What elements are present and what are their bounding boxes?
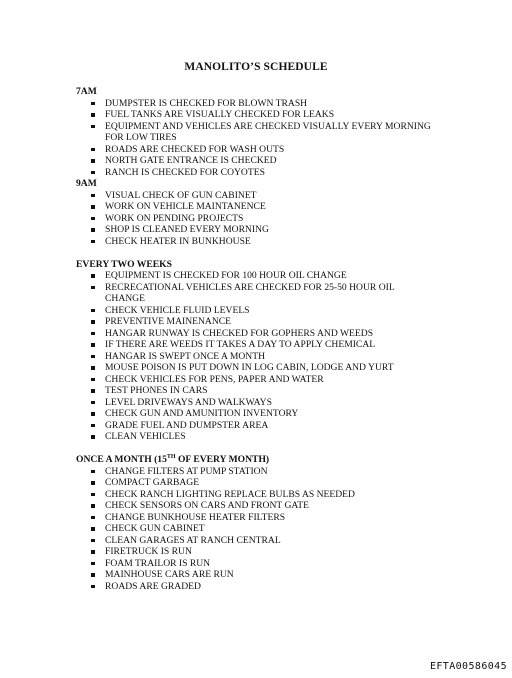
list-item-text: GRADE FUEL AND DUMPSTER AREA [105,419,269,431]
bullet-icon [91,562,95,566]
list-item [76,500,436,512]
section-spacer [76,443,436,455]
bullet-icon [91,527,95,531]
bullet-icon [91,550,95,554]
section-heading-7am: 7AM [76,86,97,97]
list-item [76,190,436,202]
list-item [76,523,436,535]
list-item [76,466,436,478]
list-item [76,305,436,317]
list-item-text: COMPACT GARBAGE [105,477,200,488]
list-item-text: HANGAR RUNWAY IS CHECKED FOR GOPHERS AND WEEDS [105,327,374,339]
list-item-text: TEST PHONES IN CARS [105,385,208,396]
list-item-text: PREVENTIVE MAINENANCE [105,316,232,327]
list-item-text: EQUIPMENT AND VEHICLES ARE CHECKED VISUALLY EVERY MORNING FOR LOW TIRES [105,120,431,143]
list-item [76,397,436,409]
list-item-text: MOUSE POISON IS PUT DOWN IN LOG CABIN, LODGE AND YURT [105,362,394,373]
bullet-icon [91,516,95,520]
list-item-text: CHECK RANCH LIGHTING REPLACE BULBS AS NEEDED [105,488,355,500]
document-id: EFTA00586045 [429,661,507,672]
list-item [76,581,436,593]
bullet-icon [91,424,95,428]
list-item [76,213,436,225]
list-item [76,339,436,351]
list-item [76,144,436,156]
bullet-icon [91,481,95,485]
section-heading-once-a-month [76,454,436,466]
bullet-icon [91,320,95,324]
list-item-text: CHANGE BUNKHOUSE HEATER FILTERS [105,511,286,523]
list-once-a-month [76,466,436,593]
list-item-text: NORTH GATE ENTRANCE IS CHECKED [105,155,277,166]
list-item-text: CLEAN GARAGES AT RANCH CENTRAL [105,534,281,546]
section-heading-every-two-weeks: EVERY TWO WEEKS [76,258,172,270]
list-item-text: WORK ON PENDING PROJECTS [105,212,244,224]
heading-superscript: TH [166,453,176,460]
bullet-icon [91,159,95,163]
bullet-icon [91,171,95,175]
bullet-icon [91,332,95,336]
list-item-text: RANCH IS CHECKED FOR COYOTES [105,166,265,178]
list-item [76,535,436,547]
list-item-text: CHECK SENSORS ON CARS AND FRONT GATE [105,500,309,511]
bullet-icon [91,389,95,393]
bullet-icon [91,228,95,232]
list-item-text: MAINHOUSE CARS ARE RUN [105,569,234,580]
list-item [76,477,436,489]
bullet-icon [91,573,95,577]
bullet-icon [91,309,95,313]
list-item-text: HANGAR IS SWEPT ONCE A MONTH [105,350,265,362]
list-item [76,328,436,340]
list-item [76,546,436,558]
bullet-icon [91,113,95,117]
list-item [76,489,436,501]
bullet-icon [91,401,95,405]
bullet-icon [91,355,95,359]
bullet-icon [91,504,95,508]
list-item [76,109,436,121]
list-item-text: EQUIPMENT IS CHECKED FOR 100 HOUR OIL CHANGE [105,270,347,281]
page-title: MANOLITO’S SCHEDULE [184,61,328,73]
list-item [76,98,436,110]
list-item [76,558,436,570]
list-item-text: FUEL TANKS ARE VISUALLY CHECKED FOR LEAKS [105,109,335,120]
list-item [76,155,436,167]
bullet-icon [91,125,95,129]
list-item-text: LEVEL DRIVEWAYS AND WALKWAYS [105,396,272,408]
list-7am [76,98,436,179]
list-item-text: CHECK GUN AND AMUNITION INVENTORY [105,408,299,419]
heading-text: ONCE A MONTH (15 [76,454,167,465]
list-item [76,121,436,144]
bullet-icon [91,412,95,416]
list-9am [76,190,436,248]
list-item [76,569,436,581]
list-item [76,431,436,443]
list-item [76,420,436,432]
list-item-text: CHECK VEHICLE FLUID LEVELS [105,304,250,316]
list-item [76,201,436,213]
heading-text: OF EVERY MONTH) [175,454,270,465]
list-item [76,385,436,397]
list-item-text: IF THERE ARE WEEDS IT TAKES A DAY TO APPLY CHEMICAL [105,339,376,350]
list-item-text: CHECK HEATER IN BUNKHOUSE [105,235,251,247]
bullet-icon [91,493,95,497]
list-item [76,224,436,236]
schedule-content [76,86,436,592]
bullet-icon [91,217,95,221]
bullet-icon [91,286,95,290]
bullet-icon [91,205,95,209]
list-item [76,316,436,328]
bullet-icon [91,343,95,347]
list-item [76,351,436,363]
list-item-text: CHECK GUN CABINET [105,523,205,534]
bullet-icon [91,366,95,370]
bullet-icon [91,102,95,106]
bullet-icon [91,435,95,439]
list-item [76,282,436,305]
list-item-text: DUMPSTER IS CHECKED FOR BLOWN TRASH [105,97,308,109]
list-item [76,236,436,248]
list-item-text: ROADS ARE CHECKED FOR WASH OUTS [105,143,285,155]
list-item [76,362,436,374]
list-item [76,167,436,179]
list-item [76,270,436,282]
list-item-text: SHOP IS CLEANED EVERY MORNING [105,224,269,235]
list-item-text: RECRECATIONAL VEHICLES ARE CHECKED FOR 25-50 HOUR OIL CHANGE [105,281,395,304]
bullet-icon [91,194,95,198]
section-spacer [76,247,436,259]
list-every-two-weeks [76,270,436,443]
list-item-text: WORK ON VEHICLE MAINTANENCE [105,201,266,212]
bullet-icon [91,378,95,382]
list-item-text: VISUAL CHECK OF GUN CABINET [105,189,257,201]
list-item-text: CHECK VEHICLES FOR PENS, PAPER AND WATER [105,373,324,385]
bullet-icon [91,470,95,474]
list-item-text: ROADS ARE GRADED [105,580,201,592]
list-item-text: CHANGE FILTERS AT PUMP STATION [105,465,268,477]
bullet-icon [91,539,95,543]
list-item [76,512,436,524]
section-heading-9am: 9AM [76,178,97,189]
list-item-text: CLEAN VEHICLES [105,431,186,442]
bullet-icon [91,148,95,152]
list-item [76,374,436,386]
bullet-icon [91,240,95,244]
list-item-text: FIRETRUCK IS RUN [105,546,192,557]
bullet-icon [91,274,95,278]
list-item [76,408,436,420]
list-item-text: FOAM TRAILOR IS RUN [105,557,211,569]
bullet-icon [91,585,95,589]
